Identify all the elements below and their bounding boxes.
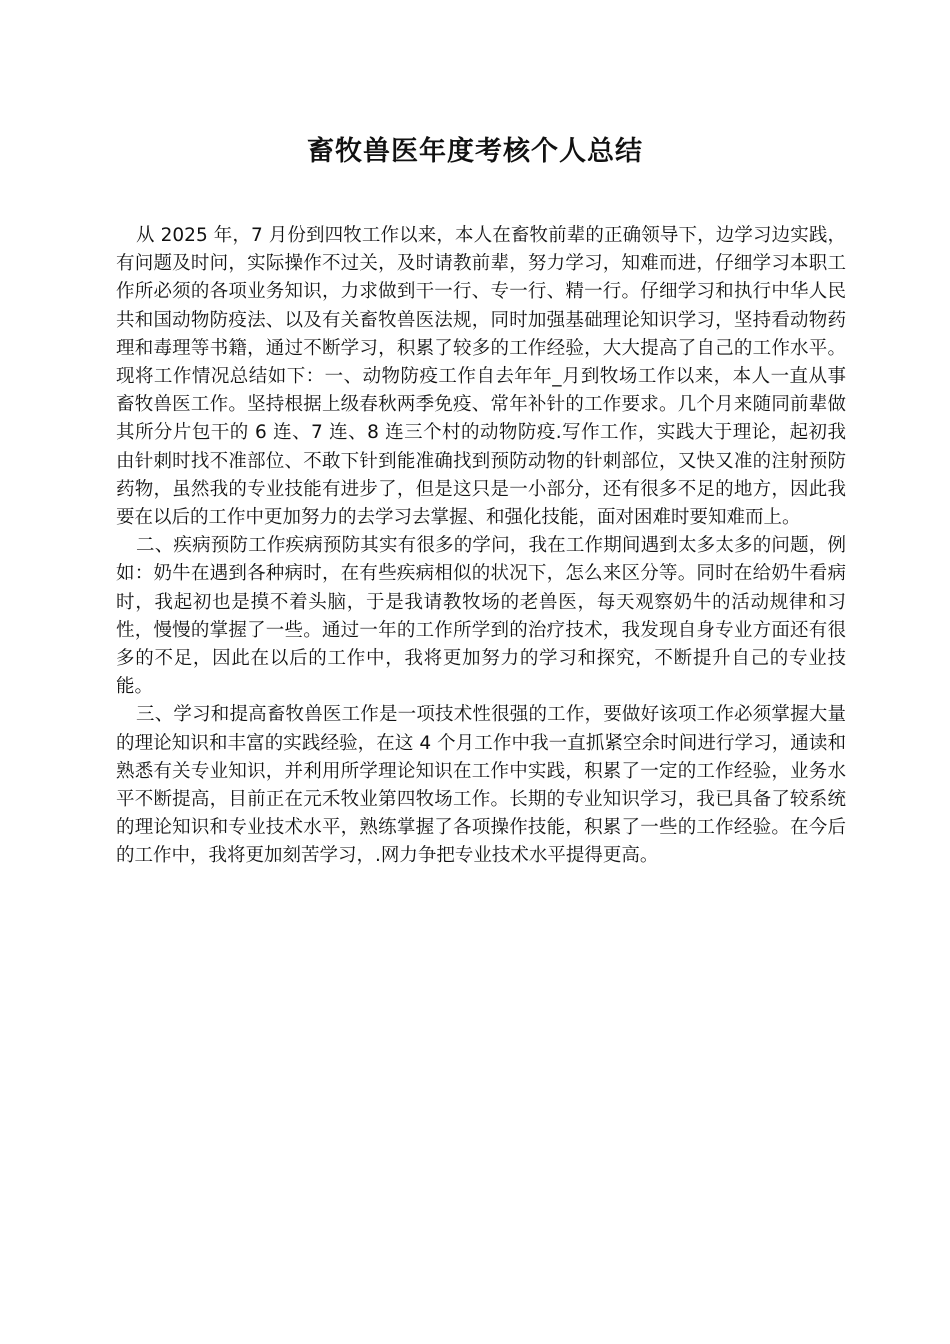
document-body — [116, 222, 846, 871]
document-title: 畜牧兽医年度考核个人总结 — [307, 136, 643, 167]
paragraph-2: 二、疾病预防工作疾病预防其实有很多的学问，我在工作期间遇到太多太多的问题，例如：奶牛在遇到各种病时，在有些疾病相似的状况下，怎么来区分等。同时在给奶牛看病时，我起初也是摸不着头脑，于是我请教牧场的老兽医，每天观察奶牛的活动规律和习性，慢慢的掌握了一些。通过一年的工作所学到的治疗技术，我发现自身专业方面还有很多的不足，因此在以后的工作中，我将更加努力的学习和探究，不断提升自己的专业技能。 — [116, 535, 846, 698]
paragraph-3: 三、学习和提高畜牧兽医工作是一项技术性很强的工作，要做好该项工作必须掌握大量的理论知识和丰富的实践经验，在这 4 个月工作中我一直抓紧空余时间进行学习，通读和熟悉有关专业知识，并利用所学理论知识在工作中实践，积累了一定的工作经验，业务水平不断提高，目前正在元禾牧业第四牧场工作。长期的专业知识学习，我已具备了较系统的理论知识和专业技术水平，熟练掌握了各项操作技能，积累了一些的工作经验。在今后的工作中，我将更加刻苦学习，.网力争把专业技术水平提得更高。 — [116, 704, 846, 867]
paragraph-1: 从 2025 年，7 月份到四牧工作以来，本人在畜牧前辈的正确领导下，边学习边实践，有问题及时问，实际操作不过关，及时请教前辈，努力学习，知难而进，仔细学习本职工作所必须的各项业务知识，力求做到干一行、专一行、精一行。仔细学习和执行中华人民共和国动物防疫法、以及有关畜牧兽医法规，同时加强基础理论知识学习，坚持看动物药理和毒理等书籍，通过不断学习，积累了较多的工作经验，大大提高了自己的工作水平。现将工作情况总结如下：一、动物防疫工作自去年年_月到牧场工作以来，本人一直从事畜牧兽医工作。坚持根据上级春秋两季免疫、常年补针的工作要求。几个月来随同前辈做其所分片包干的 6 连、7 连、8 连三个村的动物防疫.写作工作，实践大于理论，起初我由针刺时找不准部位、不敢下针到能准确找到预防动物的针刺部位，又快又准的注射预防药物，虽然我的专业技能有进步了，但是这只是一小部分，还有很多不足的地方，因此我要在以后的工作中更加努力的去学习去掌握、和强化技能，面对困难时要知难而上。 — [116, 225, 846, 529]
